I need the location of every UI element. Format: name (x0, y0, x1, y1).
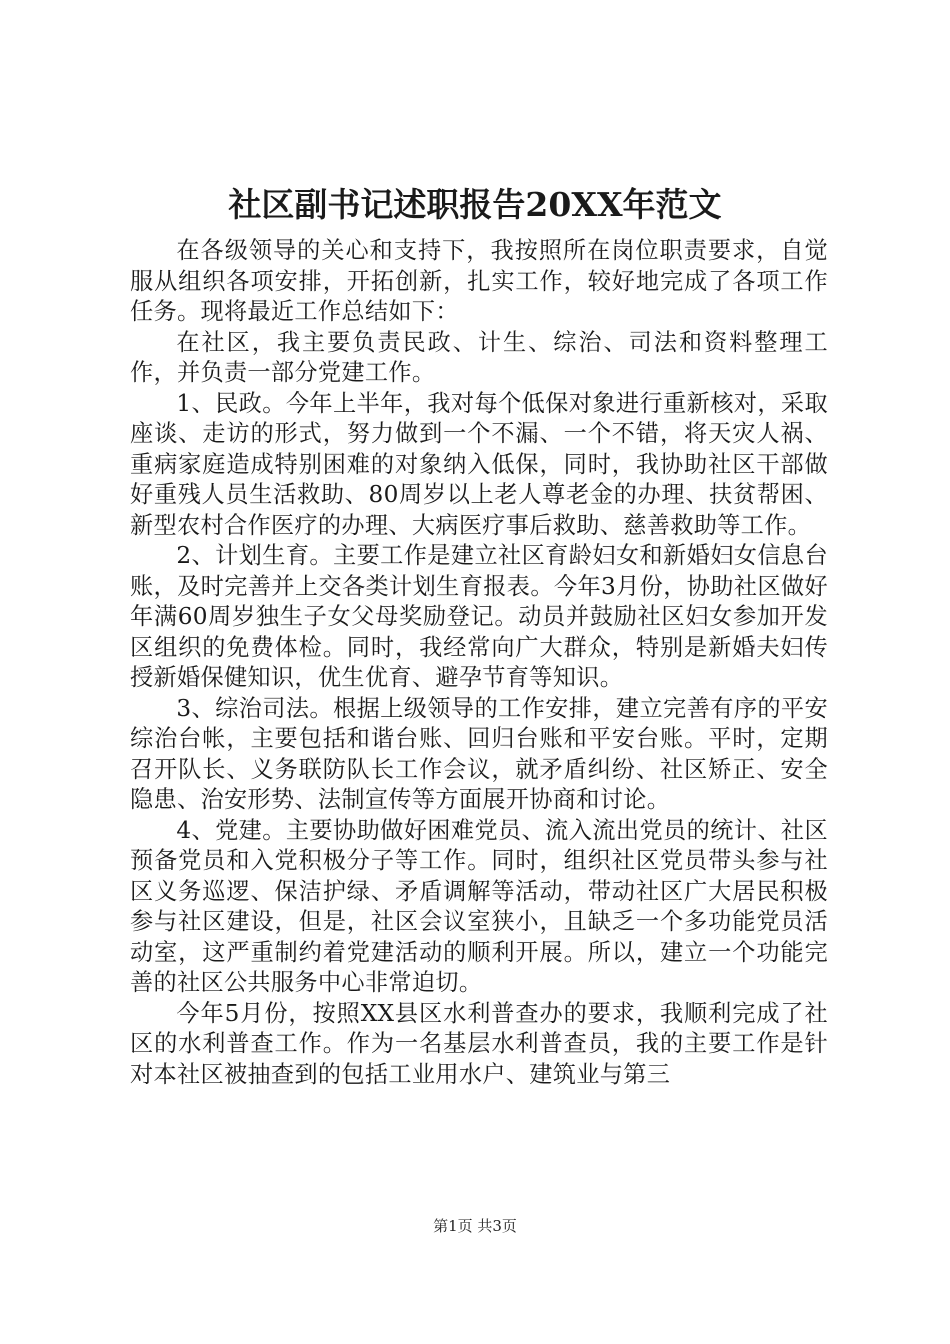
paragraph-responsibilities: 在社区，我主要负责民政、计生、综治、司法和资料整理工作，并负责一部分党建工作。 (130, 328, 828, 386)
paragraph-intro: 在各级领导的关心和支持下，我按照所在岗位职责要求，自觉服从组织各项安排，开拓创新，扎实工作，较好地完成了各项工作任务。现将最近工作总结如下： (130, 237, 828, 325)
paragraph-water-census: 今年5月份，按照XX县区水利普查办的要求，我顺利完成了社区的水利普查工作。作为一名基层水利普查员，我的主要工作是针对本社区被抽查到的包括工业用水户、建筑业与第三 (130, 999, 828, 1088)
paragraph-justice: 3、综治司法。根据上级领导的工作安排，建立完善有序的平安综治台帐，主要包括和谐台账、回归台账和平安台账。平时，定期召开队长、义务联防队长工作会议，就矛盾纠纷、社区矫正、安全隐患、治安形势、法制宣传等方面展开协商和讨论。 (130, 694, 828, 813)
page-number-footer: 第1页 共3页 (433, 1217, 517, 1235)
document-body (130, 236, 828, 1090)
paragraph-civil-affairs: 1、民政。今年上半年，我对每个低保对象进行重新核对，采取座谈、走访的形式，努力做到一个不漏、一个不错，将天灾人祸、重病家庭造成特别困难的对象纳入低保，同时，我协助社区干部做好重残人员生活救助、80周岁以上老人尊老金的办理、扶贫帮困、新型农村合作医疗的办理、大病医疗事后救助、慈善救助等工作。 (130, 389, 828, 539)
paragraph-party-building: 4、党建。主要协助做好困难党员、流入流出党员的统计、社区预备党员和入党积极分子等工作。同时，组织社区党员带头参与社区义务巡逻、保洁护绿、矛盾调解等活动，带动社区广大居民积极参与社区建设，但是，社区会议室狭小，且缺乏一个多功能党员活动室，这严重制约着党建活动的顺利开展。所以，建立一个功能完善的社区公共服务中心非常迫切。 (130, 816, 828, 996)
paragraph-family-planning: 2、计划生育。主要工作是建立社区育龄妇女和新婚妇女信息台账，及时完善并上交各类计划生育报表。今年3月份，协助社区做好年满60周岁独生子女父母奖励登记。动员并鼓励社区妇女参加开发区组织的免费体检。同时，我经常向广大群众，特别是新婚夫妇传授新婚保健知识，优生优育、避孕节育等知识。 (130, 542, 828, 691)
document-title: 社区副书记述职报告20XX年范文 (228, 185, 722, 224)
